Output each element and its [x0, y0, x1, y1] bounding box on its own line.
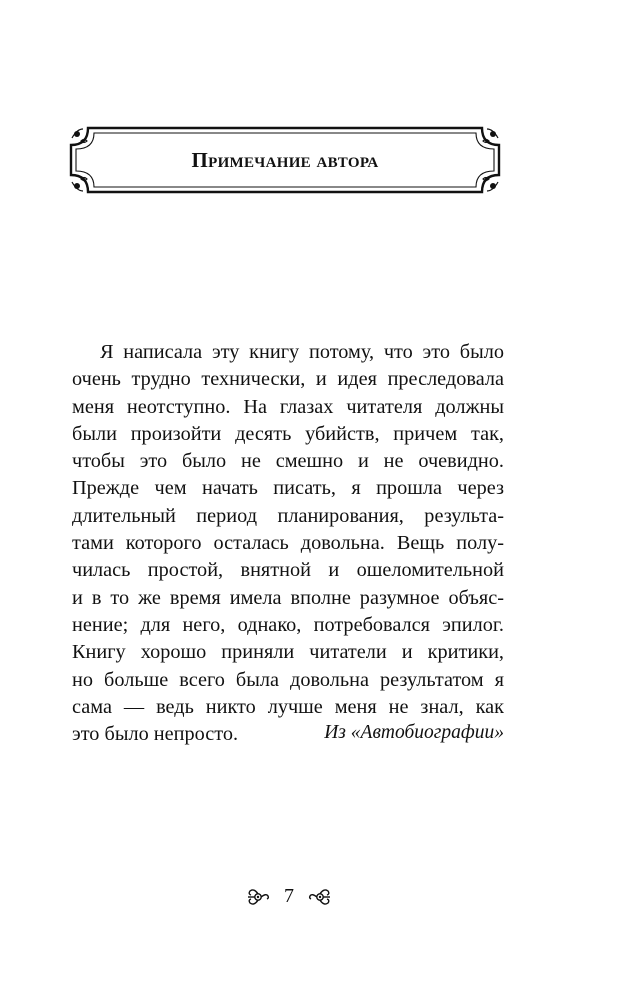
text-line: длительный период планирования, результа- — [72, 504, 504, 527]
text-line: это было непросто. — [72, 723, 239, 746]
text-line: очень трудно технически, и идея преследовала — [72, 368, 504, 391]
text-line: и в то же время имела вполне разумное объяс- — [72, 586, 504, 609]
floral-ornament-icon — [246, 887, 270, 907]
chapter-header-frame — [68, 125, 502, 195]
author-note-paragraph — [72, 339, 504, 748]
text-line: чилась простой, внятной и ошеломительной — [72, 559, 504, 582]
chapter-title: Примечание автора — [191, 148, 379, 172]
text-line: чтобы это было не смешно и не очевидно. — [72, 450, 504, 473]
text-line: Книгу хорошо приняли читатели и критики, — [72, 641, 504, 664]
text-line: сама — ведь никто лучше меня не знал, как — [72, 695, 504, 718]
quote-attribution: Из «Автобиографии» — [324, 722, 504, 743]
text-line: тами которого осталась довольна. Вещь полу- — [72, 532, 504, 555]
page-number: 7 — [284, 885, 294, 907]
text-line: меня неотступно. На глазах читателя должны — [72, 395, 504, 418]
text-line: были произойти десять убийств, причем так, — [72, 422, 504, 445]
floral-ornament-icon — [308, 887, 332, 907]
text-line: нение; для него, однако, потребовался эпилог. — [72, 613, 504, 636]
text-line: Прежде чем начать писать, я прошла через — [72, 477, 504, 500]
text-line: Я написала эту книгу потому, что это было — [100, 341, 504, 363]
page-footer — [0, 883, 618, 913]
text-line: но больше всего была довольна результатом я — [72, 668, 504, 691]
